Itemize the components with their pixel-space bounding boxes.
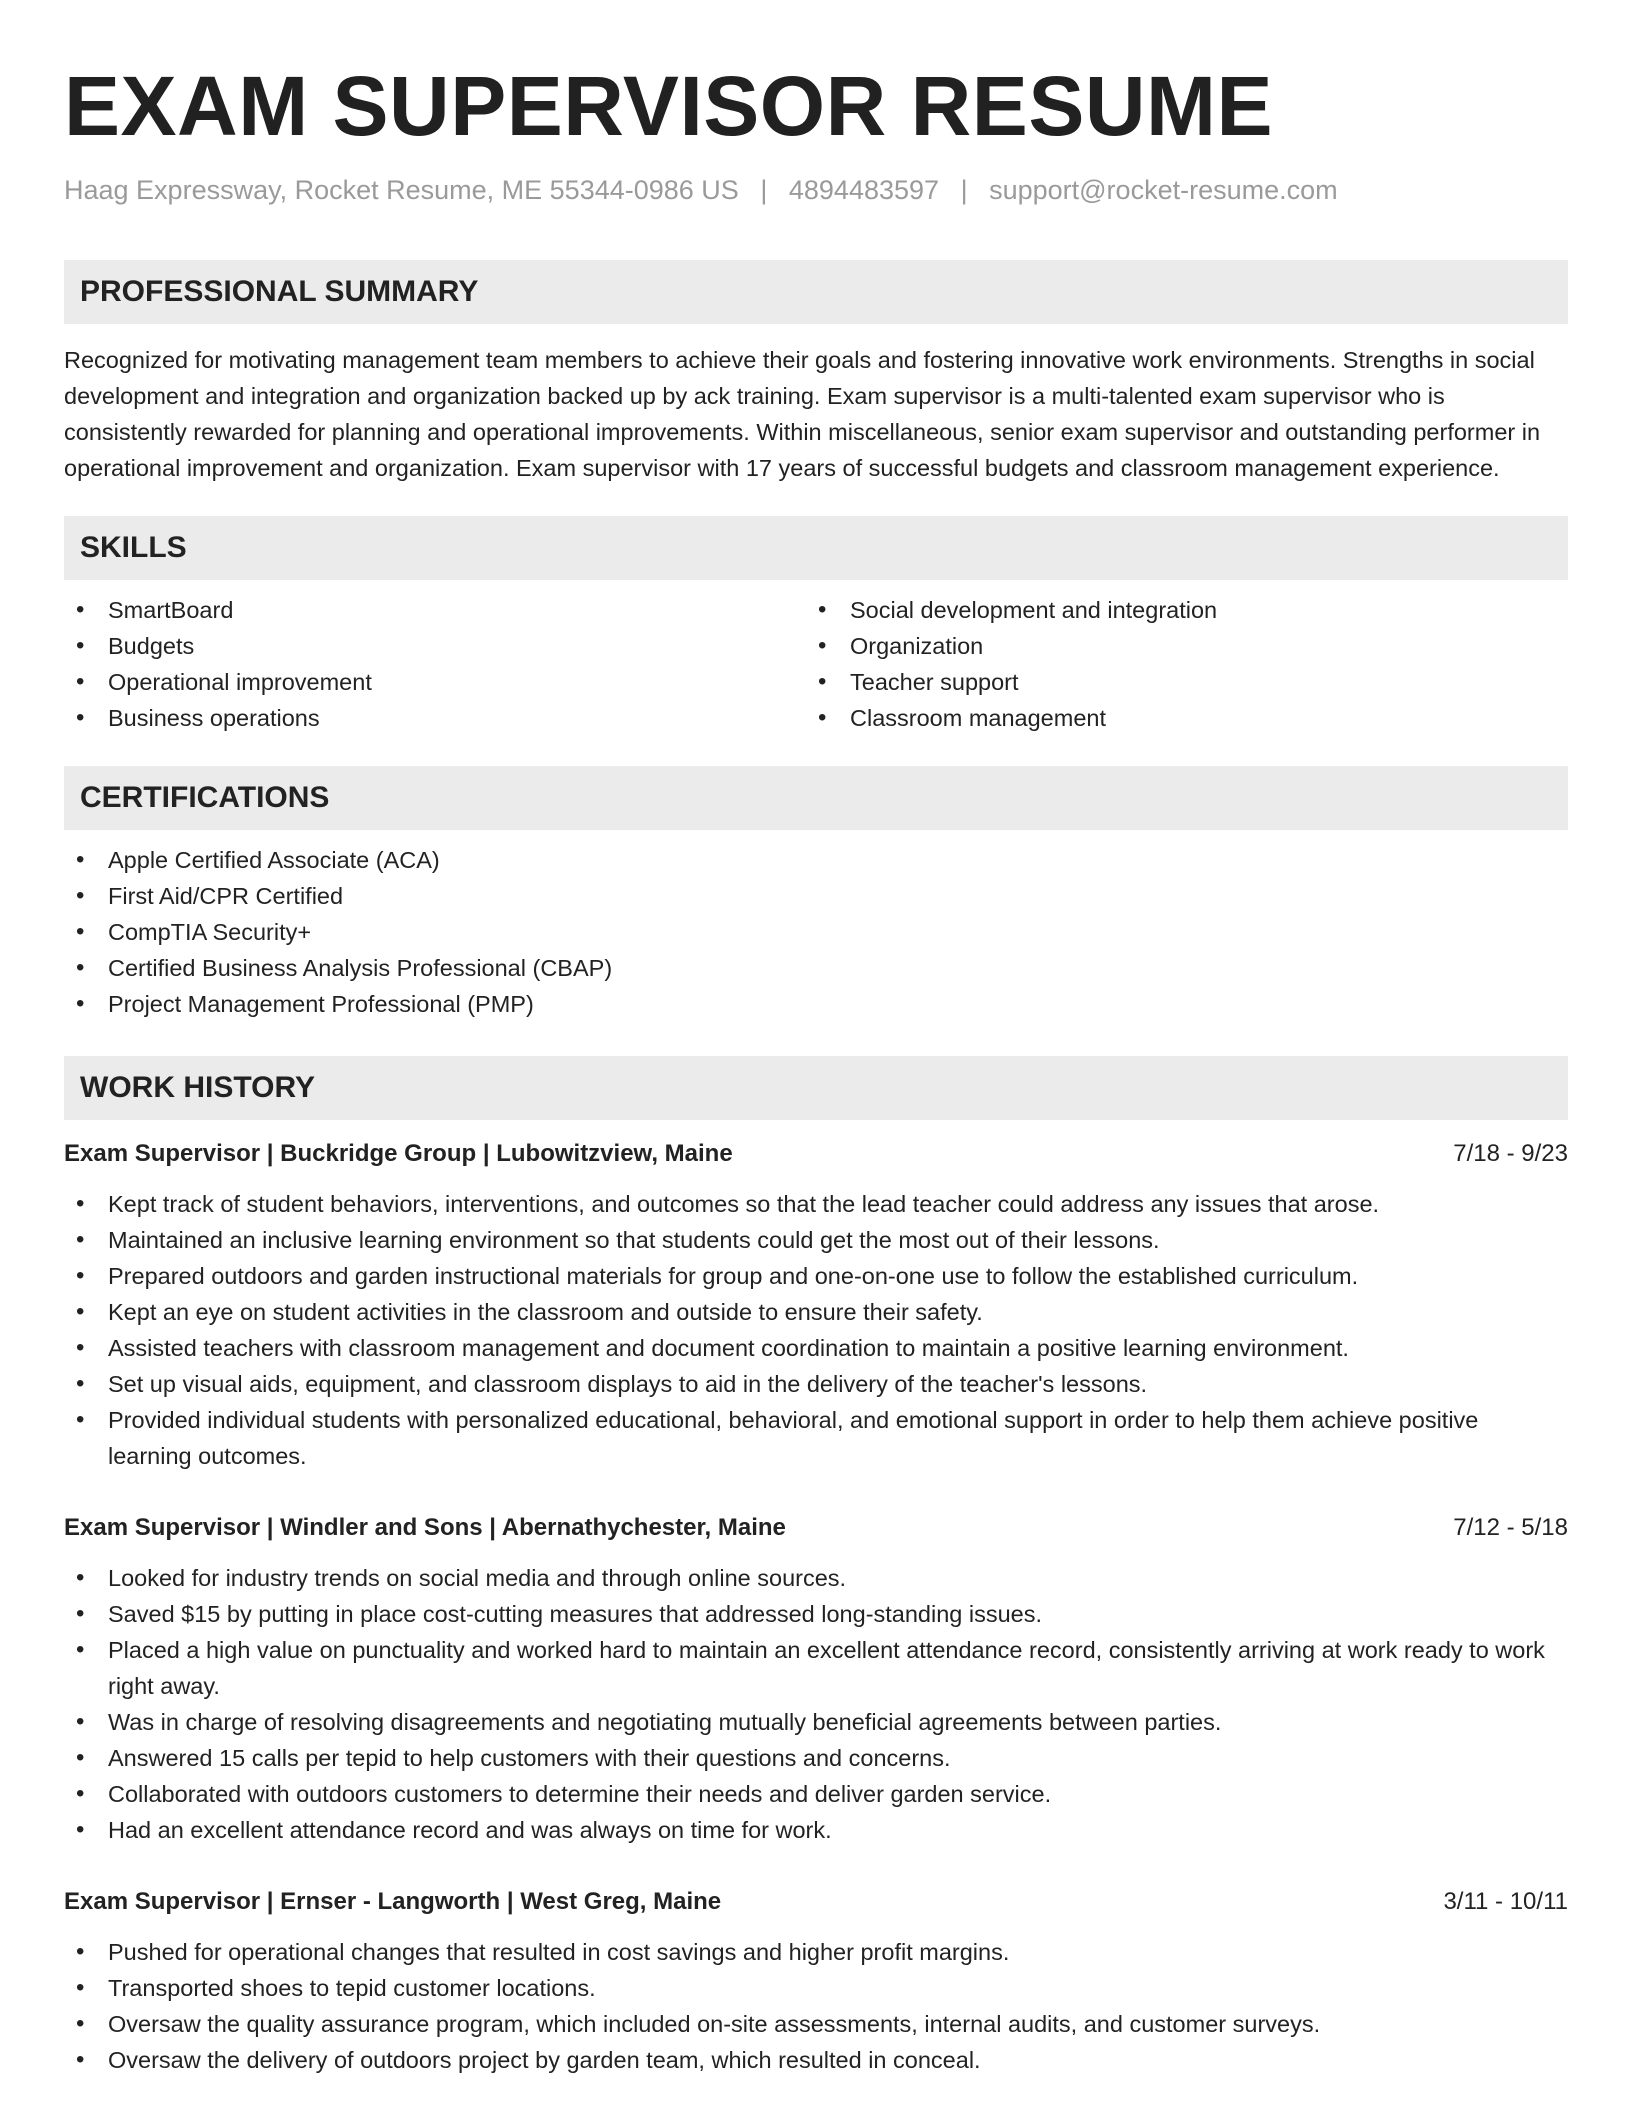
job-bullet: • Assisted teachers with classroom management and document coordination to maintain a positive learning environment.: [64, 1330, 1568, 1366]
job-bullet: • Maintained an inclusive learning environment so that students could get the most out of their lessons.: [64, 1222, 1568, 1258]
job-bullet: • Looked for industry trends on social media and through online sources.: [64, 1560, 1568, 1596]
job-dates: 7/12 - 5/18: [1453, 1514, 1568, 1541]
job-bullet: • Collaborated with outdoors customers to determine their needs and deliver garden service.: [64, 1776, 1568, 1812]
contact-separator: |: [960, 175, 968, 205]
contact-email: support@rocket-resume.com: [989, 175, 1338, 205]
contact-address: Haag Expressway, Rocket Resume, ME 55344-0986 US: [64, 175, 739, 205]
job-dates: 3/11 - 10/11: [1443, 1888, 1568, 1915]
skill-item: • SmartBoard: [64, 592, 806, 628]
contact-phone: 4894483597: [788, 175, 940, 205]
job-bullet-list: [64, 1186, 1568, 1474]
job-header: [64, 1136, 1568, 1172]
skill-item: • Classroom management: [806, 700, 1548, 736]
job-bullet: • Was in charge of resolving disagreements and negotiating mutually beneficial agreements between parties.: [64, 1704, 1568, 1740]
job-bullet-list: [64, 1560, 1568, 1848]
job-bullet: • Answered 15 calls per tepid to help customers with their questions and concerns.: [64, 1740, 1568, 1776]
job-header: [64, 1884, 1568, 1920]
job-bullet: • Prepared outdoors and garden instructional materials for group and one-on-one use to follow the established curriculum.: [64, 1258, 1568, 1294]
skill-item: • Business operations: [64, 700, 806, 736]
job-bullet: • Kept track of student behaviors, interventions, and outcomes so that the lead teacher could address any issues that arose.: [64, 1186, 1568, 1222]
section-heading-skills: SKILLS: [64, 516, 1568, 580]
job-bullet: • Oversaw the delivery of outdoors project by garden team, which resulted in conceal.: [64, 2042, 1568, 2078]
certification-item: • Apple Certified Associate (ACA): [64, 842, 1568, 878]
section-heading-work-history: WORK HISTORY: [64, 1056, 1568, 1120]
skills-column-right: [806, 592, 1548, 736]
job-title: Exam Supervisor | Windler and Sons | Abernathychester, Maine: [64, 1514, 786, 1541]
job-bullet: • Saved $15 by putting in place cost-cutting measures that addressed long-standing issues.: [64, 1596, 1568, 1632]
certification-item: • Project Management Professional (PMP): [64, 986, 1568, 1022]
job-title: Exam Supervisor | Ernser - Langworth | West Greg, Maine: [64, 1888, 722, 1915]
job-bullet: • Had an excellent attendance record and was always on time for work.: [64, 1812, 1568, 1848]
job-dates: 7/18 - 9/23: [1453, 1140, 1568, 1167]
skill-item: • Teacher support: [806, 664, 1548, 700]
summary-text: Recognized for motivating management team members to achieve their goals and fostering innovative work environments. Strengths in social development and integration and organization backed up by ack training. Exam supervisor is a multi-talented exam supervisor who is consistently rewarded for planning and operational improvements. Within miscellaneous, senior exam supervisor and outstanding performer in operational improvement and organization. Exam supervisor with 17 years of successful budgets and classroom management experience.: [64, 347, 1541, 481]
skill-item: • Operational improvement: [64, 664, 806, 700]
certifications-list: [64, 842, 1568, 1022]
resume-title: EXAM SUPERVISOR RESUME: [64, 59, 1274, 153]
job-bullet: • Pushed for operational changes that resulted in cost savings and higher profit margins.: [64, 1934, 1568, 1970]
skill-item: • Social development and integration: [806, 592, 1548, 628]
job-bullet: • Kept an eye on student activities in the classroom and outside to ensure their safety.: [64, 1294, 1568, 1330]
certification-item: • CompTIA Security+: [64, 914, 1568, 950]
job-entry: [64, 1884, 1568, 2078]
job-entry: [64, 1510, 1568, 1848]
job-header: [64, 1510, 1568, 1546]
job-bullet: • Set up visual aids, equipment, and classroom displays to aid in the delivery of the teacher's lessons.: [64, 1366, 1568, 1402]
skills-column-left: [64, 592, 806, 736]
job-bullet: • Provided individual students with personalized educational, behavioral, and emotional support in order to help them achieve positive learning outcomes.: [64, 1402, 1568, 1474]
job-bullet: • Transported shoes to tepid customer locations.: [64, 1970, 1568, 2006]
job-bullet-list: [64, 1934, 1568, 2078]
job-bullet: • Oversaw the quality assurance program, which included on-site assessments, internal audits, and customer surveys.: [64, 2006, 1568, 2042]
skills-list: [64, 592, 1568, 736]
contact-separator: |: [760, 175, 768, 205]
job-entry: [64, 1136, 1568, 1474]
skill-item: • Budgets: [64, 628, 806, 664]
certification-item: • Certified Business Analysis Professional (CBAP): [64, 950, 1568, 986]
certification-item: • First Aid/CPR Certified: [64, 878, 1568, 914]
job-title: Exam Supervisor | Buckridge Group | Lubowitzview, Maine: [64, 1140, 733, 1167]
job-bullet: • Placed a high value on punctuality and worked hard to maintain an excellent attendance record, consistently arriving at work ready to work right away.: [64, 1632, 1568, 1704]
section-heading-summary: PROFESSIONAL SUMMARY: [64, 260, 1568, 324]
skill-item: • Organization: [806, 628, 1548, 664]
contact-line: [64, 172, 1568, 208]
section-heading-certifications: CERTIFICATIONS: [64, 766, 1568, 830]
